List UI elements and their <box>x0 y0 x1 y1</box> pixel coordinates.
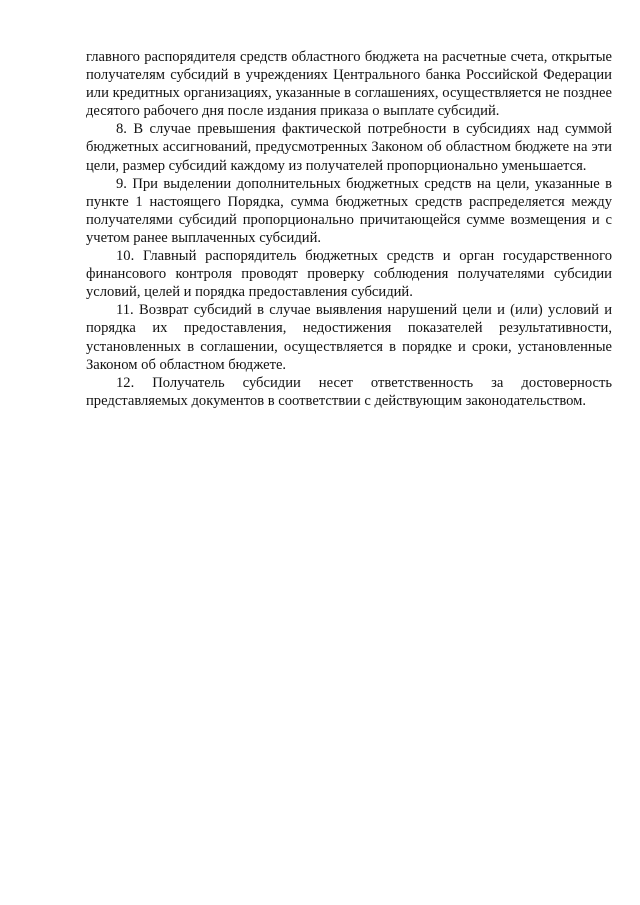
paragraph-10: 10. Главный распорядитель бюджетных средств и орган государственного финансового контроля проводят проверку соблюдения получателями субсидии условий, целей и порядка предоставления субсидий. <box>86 248 612 301</box>
paragraph-continuation: главного распорядителя средств областного бюджета на расчетные счета, открытые получателям субсидий в учреждениях Центрального банка Российской Федерации или кредитных организациях, указанные в соглашениях, осуществляется не позднее десятого рабочего дня после издания приказа о выплате субсидий. <box>86 49 612 120</box>
paragraph-9: 9. При выделении дополнительных бюджетных средств на цели, указанные в пункте 1 настоящего Порядка, сумма бюджетных средств распределяется между получателями субсидий пропорционально причитающейся сумме возмещения и с учетом ранее выплаченных субсидий. <box>86 175 612 246</box>
paragraph-8: 8. В случае превышения фактической потребности в субсидиях над суммой бюджетных ассигнований, предусмотренных Законом об областном бюджете на эти цели, размер субсидий каждому из получателей пропорционально уменьшается. <box>86 121 612 174</box>
paragraph-12: 12. Получатель субсидии несет ответственность за достоверность представляемых документов в соответствии с действующим законодательством. <box>86 374 612 409</box>
document-page <box>86 48 612 410</box>
paragraph-11: 11. Возврат субсидий в случае выявления нарушений цели и (или) условий и порядка их предоставления, недостижения показателей результативности, установленных в соглашении, осуществляется в порядке и сроки, установленные Законом об областном бюджете. <box>86 302 612 373</box>
